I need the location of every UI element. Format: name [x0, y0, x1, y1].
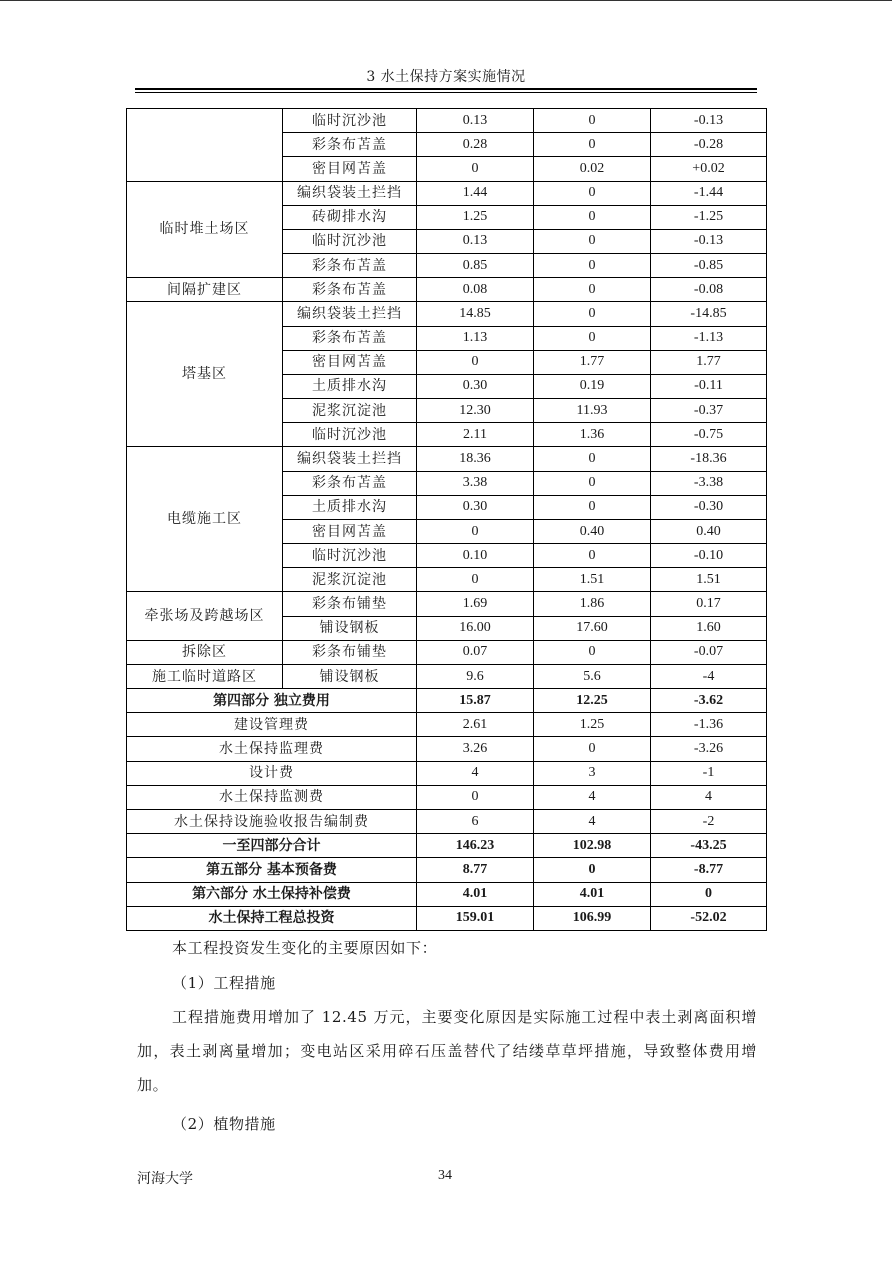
value-cell: -0.75	[651, 423, 767, 447]
table-row	[127, 640, 767, 664]
category-cell: 牵张场及跨越场区	[127, 592, 283, 640]
category-cell: 水土保持工程总投资	[127, 906, 417, 930]
category-cell: 水土保持监理费	[127, 737, 417, 761]
value-cell: -3.38	[651, 471, 767, 495]
value-cell: 0.13	[417, 109, 534, 133]
value-cell: 0.10	[417, 544, 534, 568]
value-cell: 6	[417, 809, 534, 833]
category-cell: 施工临时道路区	[127, 664, 283, 688]
value-cell: -1.25	[651, 205, 767, 229]
item-cell: 临时沉沙池	[283, 229, 417, 253]
value-cell: 1.25	[417, 205, 534, 229]
value-cell: 0.07	[417, 640, 534, 664]
category-cell: 第四部分 独立费用	[127, 689, 417, 713]
value-cell: 0.40	[651, 519, 767, 543]
value-cell: 159.01	[417, 906, 534, 930]
category-cell: 建设管理费	[127, 713, 417, 737]
value-cell: 1.51	[534, 568, 651, 592]
value-cell: -3.62	[651, 689, 767, 713]
value-cell: -52.02	[651, 906, 767, 930]
value-cell: 0	[417, 519, 534, 543]
value-cell: 0.30	[417, 495, 534, 519]
value-cell: 8.77	[417, 858, 534, 882]
table-row-total	[127, 834, 767, 858]
table-row	[127, 447, 767, 471]
value-cell: 0.85	[417, 254, 534, 278]
table-row-total	[127, 858, 767, 882]
category-cell: 电缆施工区	[127, 447, 283, 592]
value-cell: 4	[651, 785, 767, 809]
value-cell: 5.6	[534, 664, 651, 688]
table-row-subtotal	[127, 689, 767, 713]
category-cell	[127, 109, 283, 182]
value-cell: 1.25	[534, 713, 651, 737]
category-cell: 一至四部分合计	[127, 834, 417, 858]
category-cell: 第六部分 水土保持补偿费	[127, 882, 417, 906]
value-cell: 0	[534, 737, 651, 761]
value-cell: 0	[534, 205, 651, 229]
value-cell: 0.40	[534, 519, 651, 543]
value-cell: 106.99	[534, 906, 651, 930]
item-cell: 彩条布苫盖	[283, 278, 417, 302]
value-cell: 0.08	[417, 278, 534, 302]
item-cell: 编织袋装土拦挡	[283, 302, 417, 326]
item-cell: 土质排水沟	[283, 495, 417, 519]
table-row	[127, 664, 767, 688]
value-cell: 1.36	[534, 423, 651, 447]
value-cell: -0.08	[651, 278, 767, 302]
table-row	[127, 302, 767, 326]
value-cell: -0.85	[651, 254, 767, 278]
value-cell: 0	[534, 133, 651, 157]
value-cell: 0	[534, 447, 651, 471]
item-cell: 编织袋装土拦挡	[283, 447, 417, 471]
item-cell: 铺设钢板	[283, 616, 417, 640]
body-paragraph: 本工程投资发生变化的主要原因如下：	[172, 939, 438, 957]
item-cell: 密目网苫盖	[283, 519, 417, 543]
item-cell: 彩条布苫盖	[283, 254, 417, 278]
item-cell: 彩条布铺垫	[283, 640, 417, 664]
value-cell: 4.01	[534, 882, 651, 906]
item-cell: 编织袋装土拦挡	[283, 181, 417, 205]
category-cell: 塔基区	[127, 302, 283, 447]
value-cell: 1.77	[651, 350, 767, 374]
value-cell: 0	[534, 278, 651, 302]
value-cell: 0	[534, 326, 651, 350]
table-row	[127, 278, 767, 302]
value-cell: -1.44	[651, 181, 767, 205]
item-cell: 临时沉沙池	[283, 109, 417, 133]
value-cell: 0	[534, 229, 651, 253]
value-cell: 0	[417, 568, 534, 592]
value-cell: -0.37	[651, 399, 767, 423]
item-cell: 密目网苫盖	[283, 350, 417, 374]
value-cell: -0.13	[651, 229, 767, 253]
table-row	[127, 737, 767, 761]
footer-institution: 河海大学	[137, 1171, 193, 1187]
item-cell: 临时沉沙池	[283, 544, 417, 568]
item-cell: 铺设钢板	[283, 664, 417, 688]
category-cell: 拆除区	[127, 640, 283, 664]
value-cell: 0.19	[534, 374, 651, 398]
value-cell: 12.25	[534, 689, 651, 713]
value-cell: 9.6	[417, 664, 534, 688]
value-cell: -0.28	[651, 133, 767, 157]
value-cell: 0	[534, 302, 651, 326]
value-cell: 16.00	[417, 616, 534, 640]
value-cell: 3.26	[417, 737, 534, 761]
value-cell: -0.07	[651, 640, 767, 664]
value-cell: 0	[417, 350, 534, 374]
value-cell: 1.51	[651, 568, 767, 592]
value-cell: +0.02	[651, 157, 767, 181]
header-rule-thin	[135, 92, 757, 93]
value-cell: -18.36	[651, 447, 767, 471]
table-row	[127, 761, 767, 785]
value-cell: 3	[534, 761, 651, 785]
item-cell: 彩条布苫盖	[283, 133, 417, 157]
value-cell: -1	[651, 761, 767, 785]
section-heading: （2）植物措施	[172, 1115, 276, 1133]
table-row	[127, 785, 767, 809]
value-cell: 0	[534, 858, 651, 882]
value-cell: 15.87	[417, 689, 534, 713]
value-cell: 0.17	[651, 592, 767, 616]
page-top-border	[0, 0, 892, 1]
value-cell: 0.13	[417, 229, 534, 253]
value-cell: 146.23	[417, 834, 534, 858]
value-cell: 17.60	[534, 616, 651, 640]
value-cell: 3.38	[417, 471, 534, 495]
value-cell: 1.13	[417, 326, 534, 350]
table-row	[127, 713, 767, 737]
value-cell: 4	[417, 761, 534, 785]
value-cell: -0.10	[651, 544, 767, 568]
item-cell: 彩条布苫盖	[283, 326, 417, 350]
value-cell: 0	[534, 254, 651, 278]
header-rule-thick	[135, 88, 757, 90]
item-cell: 泥浆沉淀池	[283, 568, 417, 592]
value-cell: 0.28	[417, 133, 534, 157]
value-cell: 102.98	[534, 834, 651, 858]
value-cell: 18.36	[417, 447, 534, 471]
value-cell: 4	[534, 809, 651, 833]
category-cell: 设计费	[127, 761, 417, 785]
item-cell: 彩条布苫盖	[283, 471, 417, 495]
value-cell: 2.61	[417, 713, 534, 737]
value-cell: 0	[534, 181, 651, 205]
item-cell: 砖砌排水沟	[283, 205, 417, 229]
value-cell: 14.85	[417, 302, 534, 326]
value-cell: 0	[651, 882, 767, 906]
category-cell: 水土保持监测费	[127, 785, 417, 809]
value-cell: -8.77	[651, 858, 767, 882]
category-cell: 临时堆土场区	[127, 181, 283, 278]
value-cell: 11.93	[534, 399, 651, 423]
value-cell: -2	[651, 809, 767, 833]
item-cell: 密目网苫盖	[283, 157, 417, 181]
value-cell: 0	[417, 785, 534, 809]
value-cell: 1.86	[534, 592, 651, 616]
item-cell: 泥浆沉淀池	[283, 399, 417, 423]
table-row	[127, 181, 767, 205]
value-cell: 0.02	[534, 157, 651, 181]
value-cell: -1.13	[651, 326, 767, 350]
value-cell: -14.85	[651, 302, 767, 326]
table-row	[127, 109, 767, 133]
value-cell: 0	[534, 544, 651, 568]
category-cell: 第五部分 基本预备费	[127, 858, 417, 882]
table-row	[127, 809, 767, 833]
value-cell: 1.60	[651, 616, 767, 640]
category-cell: 间隔扩建区	[127, 278, 283, 302]
category-cell: 水土保持设施验收报告编制费	[127, 809, 417, 833]
body-paragraph: 工程措施费用增加了 12.45 万元，主要变化原因是实际施工过程中表土剥离面积增加，表土剥离量增加；变电站区采用碎石压盖替代了结缕草草坪措施，导致整体费用增加。	[137, 1008, 757, 1094]
value-cell: 0	[534, 109, 651, 133]
value-cell: 0	[417, 157, 534, 181]
value-cell: 12.30	[417, 399, 534, 423]
table-row	[127, 592, 767, 616]
value-cell: -43.25	[651, 834, 767, 858]
table-row-grand-total	[127, 906, 767, 930]
item-cell: 土质排水沟	[283, 374, 417, 398]
value-cell: 1.77	[534, 350, 651, 374]
value-cell: 4	[534, 785, 651, 809]
page-number: 34	[438, 1168, 452, 1183]
value-cell: -3.26	[651, 737, 767, 761]
value-cell: 0.30	[417, 374, 534, 398]
value-cell: -4	[651, 664, 767, 688]
value-cell: -1.36	[651, 713, 767, 737]
value-cell: -0.13	[651, 109, 767, 133]
value-cell: 1.69	[417, 592, 534, 616]
investment-table	[126, 108, 767, 931]
value-cell: 2.11	[417, 423, 534, 447]
item-cell: 临时沉沙池	[283, 423, 417, 447]
item-cell: 彩条布铺垫	[283, 592, 417, 616]
section-heading: （1）工程措施	[172, 974, 276, 992]
table-row-total	[127, 882, 767, 906]
value-cell: 0	[534, 640, 651, 664]
value-cell: -0.11	[651, 374, 767, 398]
value-cell: 4.01	[417, 882, 534, 906]
value-cell: 0	[534, 495, 651, 519]
value-cell: 1.44	[417, 181, 534, 205]
value-cell: -0.30	[651, 495, 767, 519]
page-header-title: 3 水土保持方案实施情况	[366, 69, 526, 85]
value-cell: 0	[534, 471, 651, 495]
